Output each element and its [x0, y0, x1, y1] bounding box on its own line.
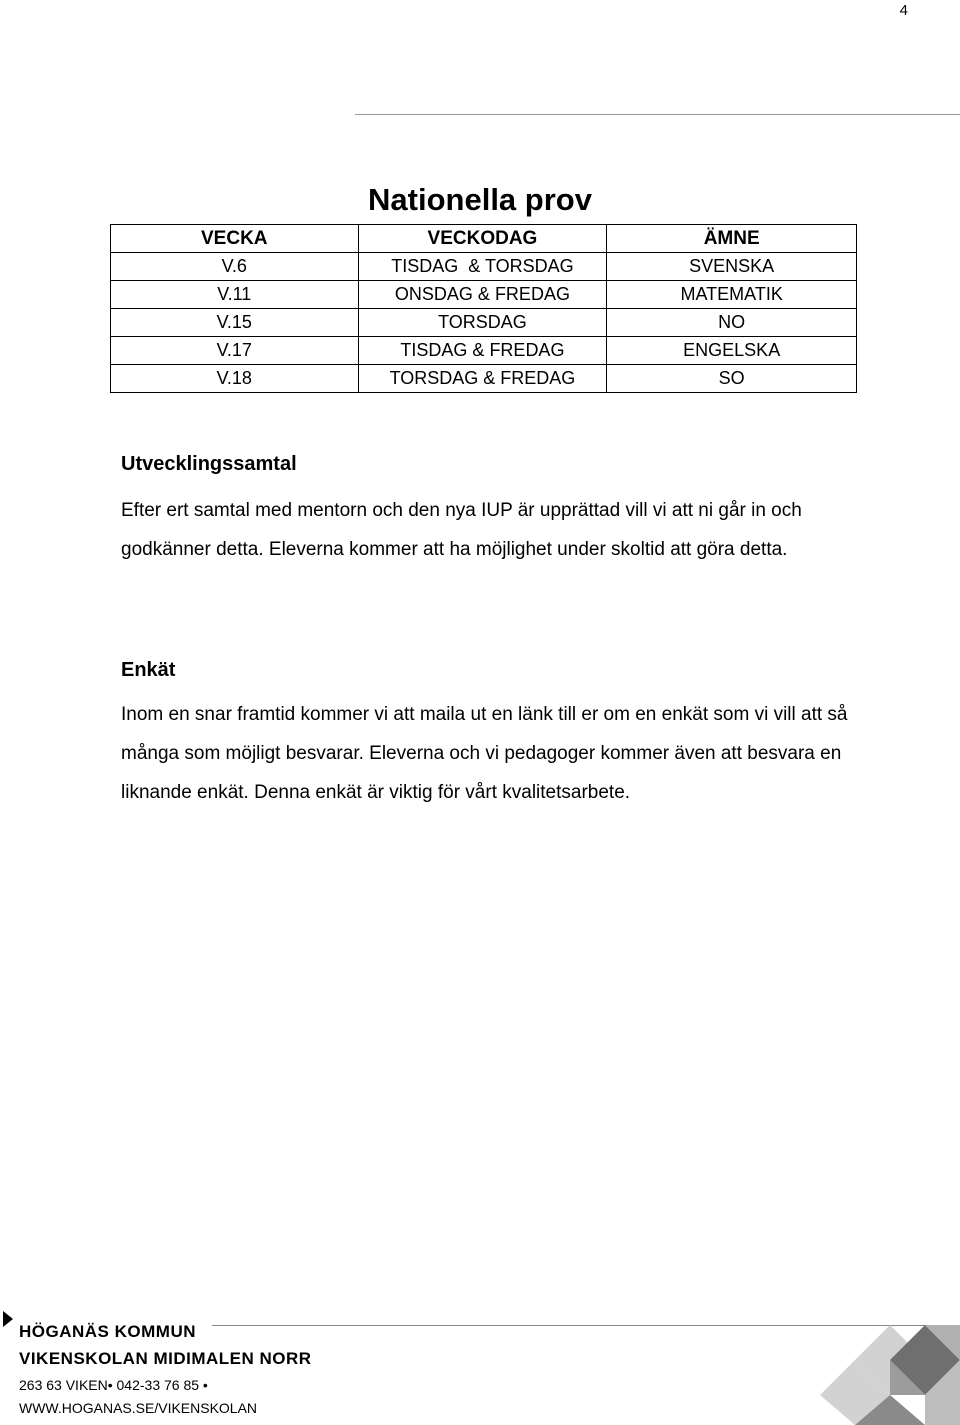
- header-rule: [355, 114, 960, 115]
- cell-vecka: V.11: [111, 281, 359, 309]
- table-header-row: [111, 225, 857, 253]
- table-row: [111, 281, 857, 309]
- table-row: [111, 337, 857, 365]
- section-heading-enkat: Enkät: [121, 659, 176, 681]
- cell-amne: SVENSKA: [607, 253, 857, 281]
- footer-address: 263 63 VIKEN• 042-33 76 85 •: [19, 1377, 208, 1393]
- page-title: Nationella prov: [368, 182, 592, 217]
- cell-veckodag: TISDAG & FREDAG: [358, 337, 607, 365]
- table-row: [111, 365, 857, 393]
- cell-vecka: V.18: [111, 365, 359, 393]
- cell-amne: MATEMATIK: [607, 281, 857, 309]
- cell-veckodag: ONSDAG & FREDAG: [358, 281, 607, 309]
- cell-vecka: V.6: [111, 253, 359, 281]
- cell-veckodag: TISDAG & TORSDAG: [358, 253, 607, 281]
- header-amne: ÄMNE: [607, 225, 857, 253]
- exam-schedule-table: [110, 224, 857, 393]
- section-heading-utvecklingssamtal: Utvecklingssamtal: [121, 453, 297, 475]
- cell-amne: ENGELSKA: [607, 337, 857, 365]
- cell-amne: SO: [607, 365, 857, 393]
- cell-vecka: V.15: [111, 309, 359, 337]
- footer-website: WWW.HOGANAS.SE/VIKENSKOLAN: [19, 1400, 258, 1416]
- cell-veckodag: TORSDAG: [358, 309, 607, 337]
- section-text-enkat: Inom en snar framtid kommer vi att maila ut en länk till er om en enkät som vi vill att så många som möjligt besvarar. Eleverna och vi pedagoger kommer även att besvara en liknande enkät. Denna enkät är viktig för vårt kvalitetsarbete.: [121, 704, 848, 803]
- section-text-utvecklingssamtal: Efter ert samtal med mentorn och den nya IUP är upprättad vill vi att ni går in och godkänner detta. Eleverna kommer att ha möjlighet under skoltid att göra detta.: [121, 500, 802, 560]
- table-row: [111, 309, 857, 337]
- cell-veckodag: TORSDAG & FREDAG: [358, 365, 607, 393]
- cell-amne: NO: [607, 309, 857, 337]
- header-veckodag: VECKODAG: [358, 225, 607, 253]
- page-number: 4: [899, 2, 908, 19]
- footer-arrow-icon: [3, 1311, 13, 1327]
- table-row: [111, 253, 857, 281]
- footer-organization: HÖGANÄS KOMMUN: [19, 1322, 196, 1341]
- kommun-logo-icon: [820, 1325, 960, 1425]
- cell-vecka: V.17: [111, 337, 359, 365]
- footer-school: VIKENSKOLAN MIDIMALEN NORR: [19, 1349, 312, 1368]
- header-vecka: VECKA: [111, 225, 359, 253]
